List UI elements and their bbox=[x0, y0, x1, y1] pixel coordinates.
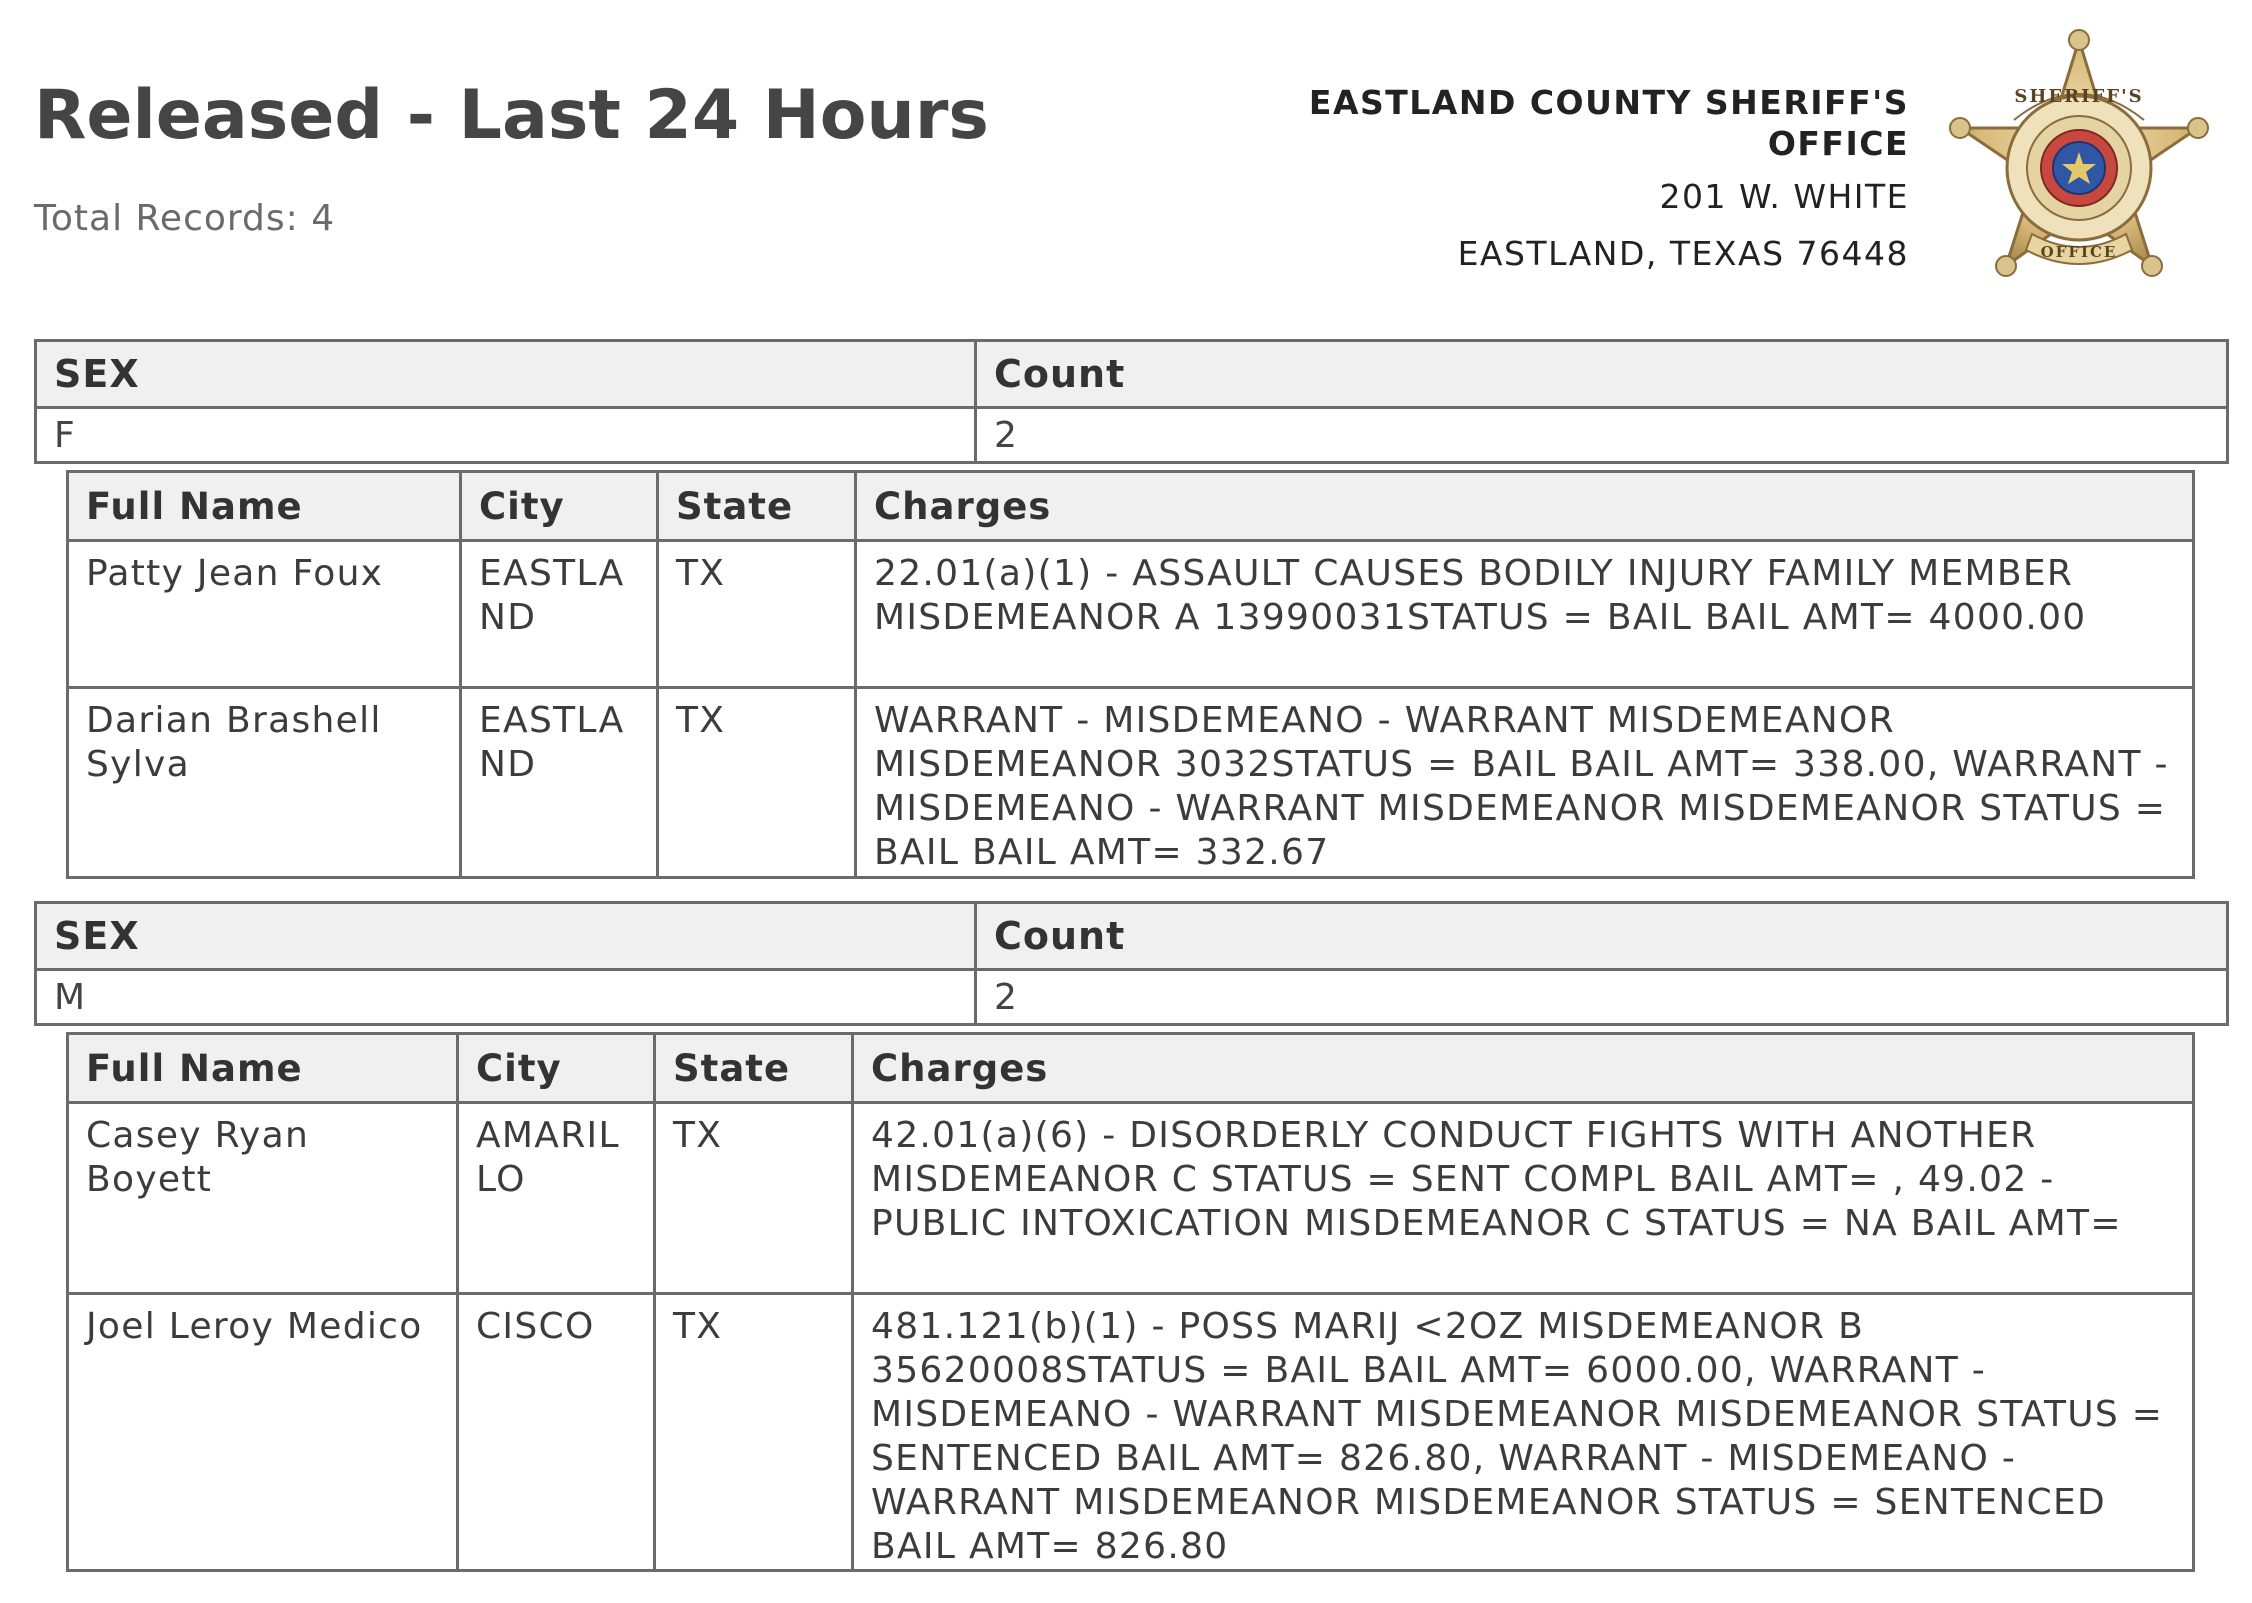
summary-row bbox=[36, 970, 2228, 1025]
badge-text-top: SHERIFF'S bbox=[2014, 86, 2144, 107]
state-cell: TX bbox=[655, 1294, 853, 1571]
charges-header: Charges bbox=[856, 472, 2194, 541]
org-name: EASTLAND COUNTY SHERIFF'S OFFICE bbox=[1308, 83, 1909, 163]
sex-header: SEX bbox=[36, 903, 976, 970]
detail-header-row bbox=[68, 1034, 2194, 1103]
full-name-cell: Darian Brashell Sylva bbox=[68, 688, 461, 878]
badge-text-bottom: OFFICE bbox=[2040, 243, 2118, 261]
full-name-cell: Joel Leroy Medico bbox=[68, 1294, 458, 1571]
table-row bbox=[68, 1103, 2194, 1294]
page-title: Released - Last 24 Hours bbox=[34, 76, 989, 155]
full-name-cell: Casey Ryan Boyett bbox=[68, 1103, 458, 1294]
detail-header-row bbox=[68, 472, 2194, 541]
charges-cell: 42.01(a)(6) - DISORDERLY CONDUCT FIGHTS WITH ANOTHER MISDEMEANOR C STATUS = SENT COMPL BAIL AMT= , 49.02 - PUBLIC INTOXICATION MISDEMEANOR C STATUS = NA BAIL AMT= bbox=[853, 1103, 2194, 1294]
summary-row bbox=[36, 408, 2228, 463]
charges-cell: 22.01(a)(1) - ASSAULT CAUSES BODILY INJURY FAMILY MEMBER MISDEMEANOR A 13990031STATUS = BAIL BAIL AMT= 4000.00 bbox=[856, 541, 2194, 688]
address-line-2: EASTLAND, TEXAS 76448 bbox=[1457, 234, 1909, 273]
charges-cell: WARRANT - MISDEMEANO - WARRANT MISDEMEANOR MISDEMEANOR 3032STATUS = BAIL BAIL AMT= 338.00, WARRANT - MISDEMEANO - WARRANT MISDEMEANOR MISDEMEANOR STATUS = BAIL BAIL AMT= 332.67 bbox=[856, 688, 2194, 878]
state-cell: TX bbox=[658, 688, 856, 878]
count-header: Count bbox=[976, 903, 2228, 970]
summary-table-m bbox=[34, 901, 2229, 1026]
summary-header-row bbox=[36, 341, 2228, 408]
table-row bbox=[68, 1294, 2194, 1571]
state-header: State bbox=[658, 472, 856, 541]
city-header: City bbox=[458, 1034, 655, 1103]
state-header: State bbox=[655, 1034, 853, 1103]
city-cell: EASTLAND bbox=[461, 541, 658, 688]
state-cell: TX bbox=[655, 1103, 853, 1294]
sex-value: F bbox=[36, 408, 976, 463]
sheriff-badge-logo bbox=[1936, 28, 2242, 308]
city-cell: CISCO bbox=[458, 1294, 655, 1571]
city-header: City bbox=[461, 472, 658, 541]
sex-value: M bbox=[36, 970, 976, 1025]
summary-header-row bbox=[36, 903, 2228, 970]
full-name-cell: Patty Jean Foux bbox=[68, 541, 461, 688]
count-value: 2 bbox=[976, 970, 2228, 1025]
table-row bbox=[68, 541, 2194, 688]
count-value: 2 bbox=[976, 408, 2228, 463]
table-row bbox=[68, 688, 2194, 878]
charges-header: Charges bbox=[853, 1034, 2194, 1103]
address-line-1: 201 W. WHITE bbox=[1659, 177, 1909, 216]
org-block bbox=[1249, 82, 1909, 274]
summary-table-f bbox=[34, 339, 2229, 464]
detail-table-m bbox=[66, 1032, 2195, 1572]
full-name-header: Full Name bbox=[68, 472, 461, 541]
city-cell: EASTLAND bbox=[461, 688, 658, 878]
detail-table-f bbox=[66, 470, 2195, 879]
charges-cell: 481.121(b)(1) - POSS MARIJ <2OZ MISDEMEANOR B 35620008STATUS = BAIL BAIL AMT= 6000.00, WARRANT - MISDEMEANO - WARRANT MISDEMEANOR MISDEMEANOR STATUS = SENTENCED BAIL AMT= 826.80, WARRANT - MISDEMEANO - WARRANT MISDEMEANOR MISDEMEANOR STATUS = SENTENCED BAIL AMT= 826.80 bbox=[853, 1294, 2194, 1571]
sex-header: SEX bbox=[36, 341, 976, 408]
state-cell: TX bbox=[658, 541, 856, 688]
city-cell: AMARILLO bbox=[458, 1103, 655, 1294]
total-records: Total Records: 4 bbox=[34, 198, 336, 239]
count-header: Count bbox=[976, 341, 2228, 408]
full-name-header: Full Name bbox=[68, 1034, 458, 1103]
